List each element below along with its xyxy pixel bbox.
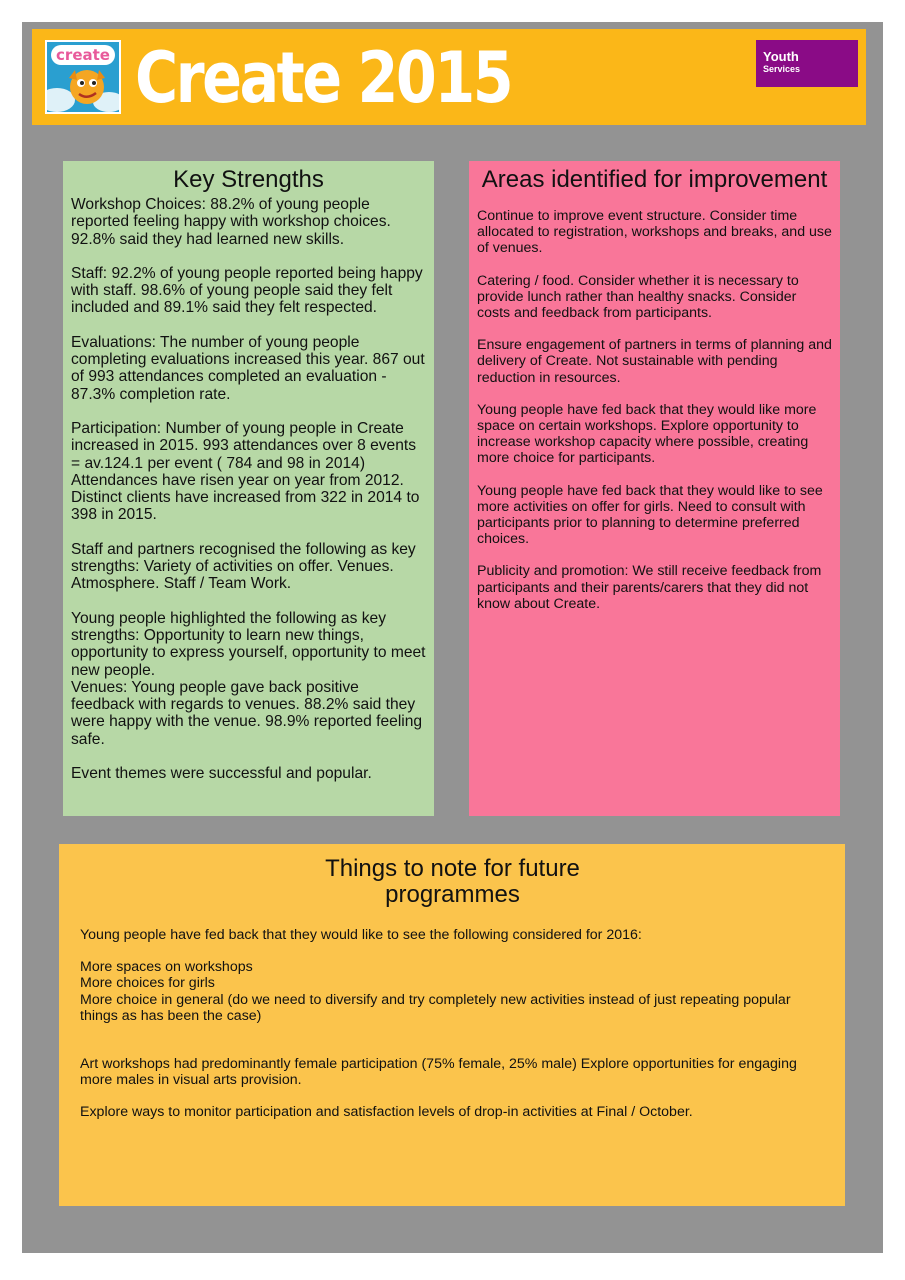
improvement-paragraph: Young people have fed back that they would like to see more activities on offer for girls. Need to consult with participants prior to planning to determine preferred choices. <box>477 482 823 548</box>
future-paragraph: More spaces on workshops More choices for girls More choice in general (do we need to diversify and try completely new activities instead of just repeating popular things as has been the case) <box>80 959 791 1024</box>
future-programmes-heading <box>80 856 825 908</box>
key-strengths-paragraph: Evaluations: The number of young people completing evaluations increased this year. 867 out of 993 attendances completed an evaluation - 87.3% completion rate. <box>71 333 425 403</box>
improvement-heading: Areas identified for improvement <box>481 166 828 193</box>
key-strengths-paragraph: Staff and partners recognised the following as key strengths: Variety of activities on offer. Venues. Atmosphere. Staff / Team Work. <box>71 540 416 593</box>
key-strengths-paragraph: Staff: 92.2% of young people reported being happy with staff. 98.6% of young people said they felt included and 89.1% said they felt respected. <box>71 264 423 317</box>
future-paragraph: Young people have fed back that they would like to see the following considered for 2016: <box>80 927 642 943</box>
key-strengths-paragraph: Participation: Number of young people in Create increased in 2015. 993 attendances over 8 events = av.124.1 per event ( 784 and 98 in 2014) Attendances have risen year on year from 2012. Distinct clients have increased from 322 in 2014 to 398 in 2015. <box>71 419 420 524</box>
future-paragraph: Art workshops had predominantly female participation (75% female, 25% male) Explore opportunities for engaging more males in visual arts provision. <box>80 1056 797 1089</box>
poster-page <box>22 22 883 1253</box>
future-heading-text: Things to note for future programmes <box>325 855 580 908</box>
future-paragraph: Explore ways to monitor participation and satisfaction levels of drop-in activities at Final / October. <box>80 1104 693 1121</box>
header-banner <box>32 29 866 125</box>
future-programmes-panel <box>59 844 845 1206</box>
improvement-paragraph: Ensure engagement of partners in terms of planning and delivery of Create. Not sustainable with pending reduction in resources. <box>477 337 832 386</box>
improvement-paragraph: Young people have fed back that they would like more space on certain workshops. Explore opportunity to increase workshop capacity where possible, creating more choice for participants. <box>477 401 817 467</box>
create-logo <box>45 40 121 114</box>
improvement-paragraph: Publicity and promotion: We still receive feedback from participants and their parents/carers that they did not know about Create. <box>477 563 822 612</box>
badge-line-2: Services <box>763 64 801 74</box>
key-strengths-paragraph: Young people highlighted the following as key strengths: Opportunity to learn new things, opportunity to express yourself, opportunity to meet new people. Venues: Young people gave back positive feedback with regards to venues. 88.2% said they were happy with the venue. 98.9% reported feeling safe. <box>71 609 426 748</box>
improvement-paragraph: Continue to improve event structure. Consider time allocated to registration, workshops and breaks, and use of venues. <box>477 208 832 257</box>
youth-services-badge <box>756 40 858 87</box>
key-strengths-paragraph: Event themes were successful and popular. <box>71 765 372 783</box>
improvement-panel <box>469 161 840 816</box>
improvement-paragraph: Catering / food. Consider whether it is necessary to provide lunch rather than healthy snacks. Consider costs and feedback from participants. <box>477 272 799 322</box>
page-title: Create 2015 <box>135 37 512 119</box>
key-strengths-heading: Key Strengths <box>173 166 324 193</box>
logo-wordmark: create <box>51 45 115 65</box>
key-strengths-panel <box>63 161 434 816</box>
badge-line-1: Youth <box>763 49 799 64</box>
key-strengths-paragraph: Workshop Choices: 88.2% of young people reported feeling happy with workshop choices. 92.8% said they had learned new skills. <box>71 196 391 248</box>
